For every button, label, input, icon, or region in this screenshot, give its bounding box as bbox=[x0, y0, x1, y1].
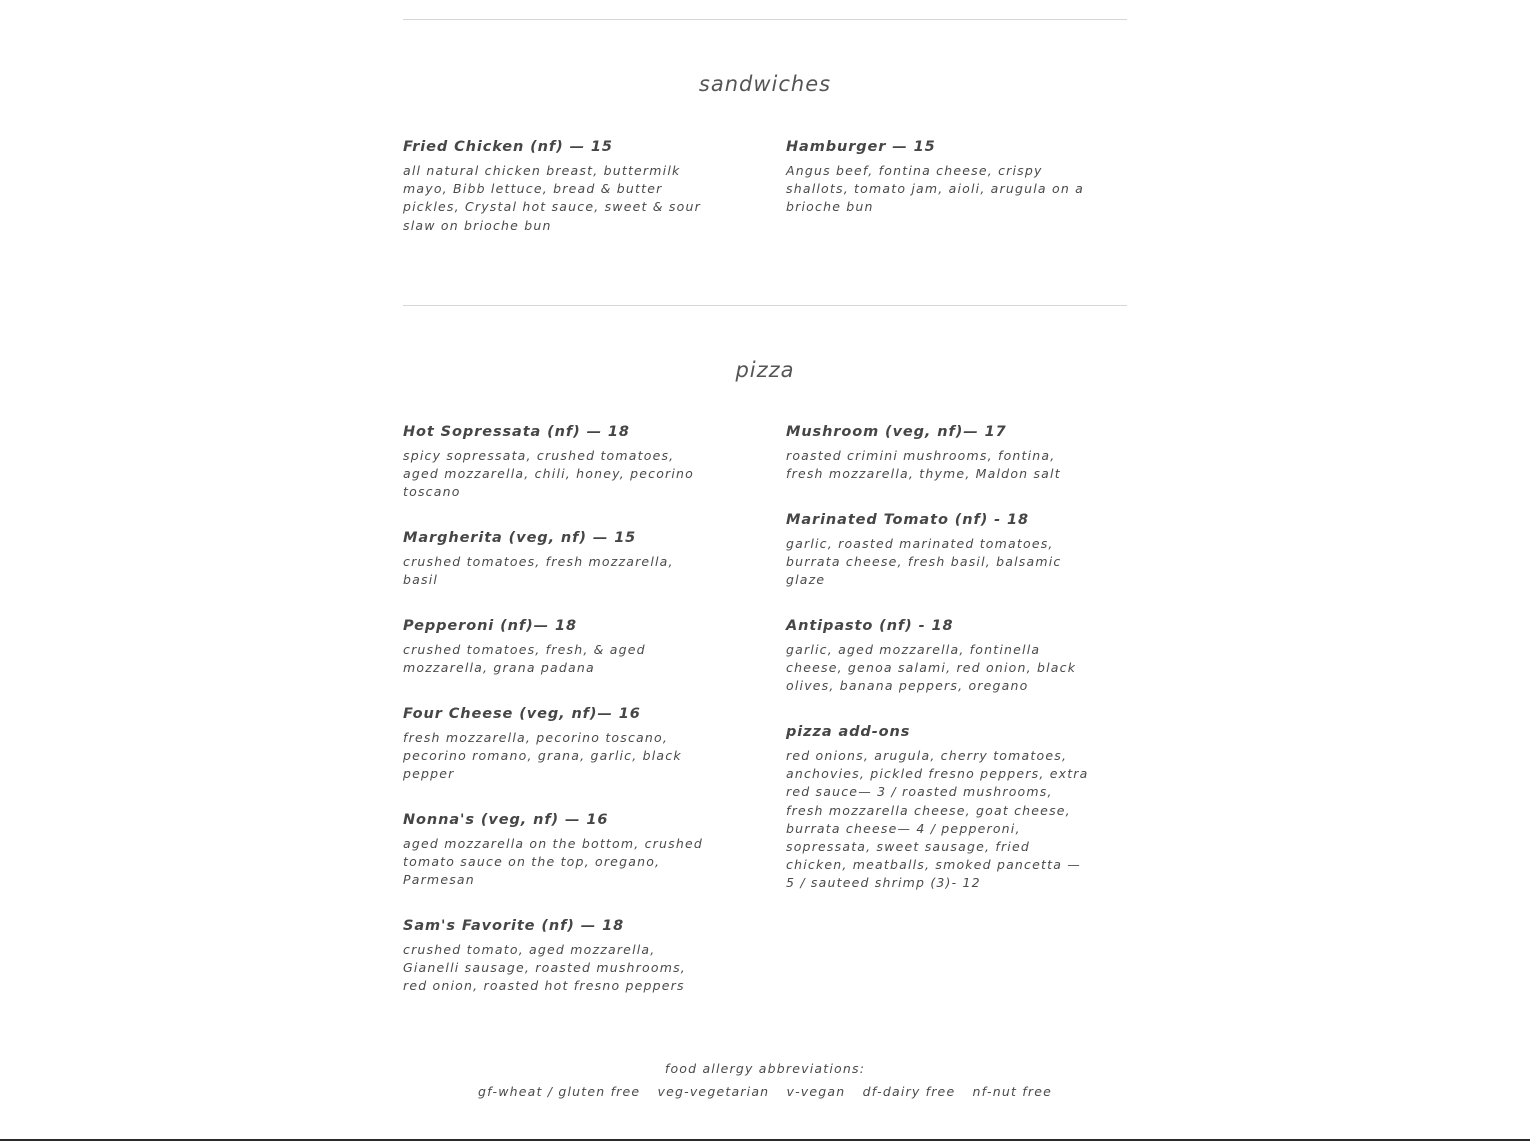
menu-item-hot-sopressata bbox=[403, 423, 708, 502]
allergy-item-nf: nf-nut free bbox=[972, 1084, 1052, 1099]
menu-item-name: Nonna's (veg, nf) — 16 bbox=[403, 812, 609, 828]
menu-item-four-cheese bbox=[403, 705, 708, 784]
menu-item-name: Mushroom (veg, nf)— 17 bbox=[786, 424, 1007, 440]
menu-item-description: aged mozzarella on the bottom, crushed tomato sauce on the top, oregano, Parmesan bbox=[403, 836, 703, 888]
menu-item-pepperoni bbox=[403, 617, 708, 677]
menu-item-description: roasted crimini mushrooms, fontina, fresh mozzarella, thyme, Maldon salt bbox=[786, 448, 1061, 482]
menu-item-name: Hamburger — 15 bbox=[786, 139, 936, 155]
menu-item-name: Four Cheese (veg, nf)— 16 bbox=[403, 706, 641, 722]
menu-item-pizza-add-ons bbox=[786, 723, 1091, 893]
menu-item-name: Pepperoni (nf)— 18 bbox=[403, 618, 577, 634]
menu-item-description: crushed tomato, aged mozzarella, Gianelli sausage, roasted mushrooms, red onion, roasted hot fresno peppers bbox=[403, 942, 686, 994]
menu-item-description: Angus beef, fontina cheese, crispy shallots, tomato jam, aioli, arugula on a brioche bun bbox=[786, 163, 1084, 215]
top-divider bbox=[403, 19, 1127, 20]
menu-item-nonnas bbox=[403, 811, 708, 890]
menu-item-mushroom bbox=[786, 423, 1091, 483]
menu-item-margherita bbox=[403, 529, 708, 589]
section-title-sandwiches: sandwiches bbox=[698, 72, 832, 96]
allergy-item-v: v-vegan bbox=[786, 1084, 846, 1099]
menu-item-name: Sam's Favorite (nf) — 18 bbox=[403, 918, 625, 934]
menu-item-antipasto bbox=[786, 617, 1091, 696]
menu-item-name: Hot Sopressata (nf) — 18 bbox=[403, 424, 630, 440]
section-divider bbox=[403, 305, 1127, 306]
menu-item-description: crushed tomatoes, fresh, & aged mozzarella, grana padana bbox=[403, 642, 646, 676]
allergy-title: food allergy abbreviations: bbox=[664, 1061, 866, 1076]
menu-item-description: fresh mozzarella, pecorino toscano, pecorino romano, grana, garlic, black pepper bbox=[403, 730, 682, 782]
menu-item-description: crushed tomatoes, fresh mozzarella, basil bbox=[403, 554, 674, 588]
menu-item-description: garlic, aged mozzarella, fontinella cheese, genoa salami, red onion, black olives, banana peppers, oregano bbox=[786, 642, 1077, 694]
menu-item-description: spicy sopressata, crushed tomatoes, aged mozzarella, chili, honey, pecorino toscano bbox=[403, 448, 695, 500]
allergy-item-gf: gf-wheat / gluten free bbox=[477, 1084, 641, 1099]
menu-item-sams-favorite bbox=[403, 917, 708, 996]
allergy-list bbox=[0, 1084, 1530, 1099]
menu-item-name: Antipasto (nf) - 18 bbox=[786, 618, 954, 634]
section-title-pizza: pizza bbox=[735, 358, 795, 382]
allergy-item-veg: veg-vegetarian bbox=[657, 1084, 770, 1099]
menu-item-name: pizza add-ons bbox=[786, 724, 911, 740]
menu-item-fried-chicken bbox=[403, 138, 708, 235]
menu-item-marinated-tomato bbox=[786, 511, 1091, 590]
menu-item-name: Marinated Tomato (nf) - 18 bbox=[786, 512, 1030, 528]
menu-item-name: Margherita (veg, nf) — 15 bbox=[403, 530, 637, 546]
menu-item-name: Fried Chicken (nf) — 15 bbox=[403, 139, 613, 155]
allergy-item-df: df-dairy free bbox=[862, 1084, 956, 1099]
menu-item-description: garlic, roasted marinated tomatoes, burrata cheese, fresh basil, balsamic glaze bbox=[786, 536, 1062, 588]
menu-item-description: all natural chicken breast, buttermilk mayo, Bibb lettuce, bread & butter pickles, Crystal hot sauce, sweet & sour slaw on brioche bun bbox=[403, 163, 701, 233]
menu-item-hamburger bbox=[786, 138, 1091, 217]
menu-item-description: red onions, arugula, cherry tomatoes, anchovies, pickled fresno peppers, extra red sauce— 3 / roasted mushrooms, fresh mozzarella cheese, goat cheese, burrata cheese— 4 / pepperoni, sopressata, sweet sausage, fried chicken, meatballs, smoked pancetta — 5 / sauteed shrimp (3)- 12 bbox=[786, 748, 1089, 891]
